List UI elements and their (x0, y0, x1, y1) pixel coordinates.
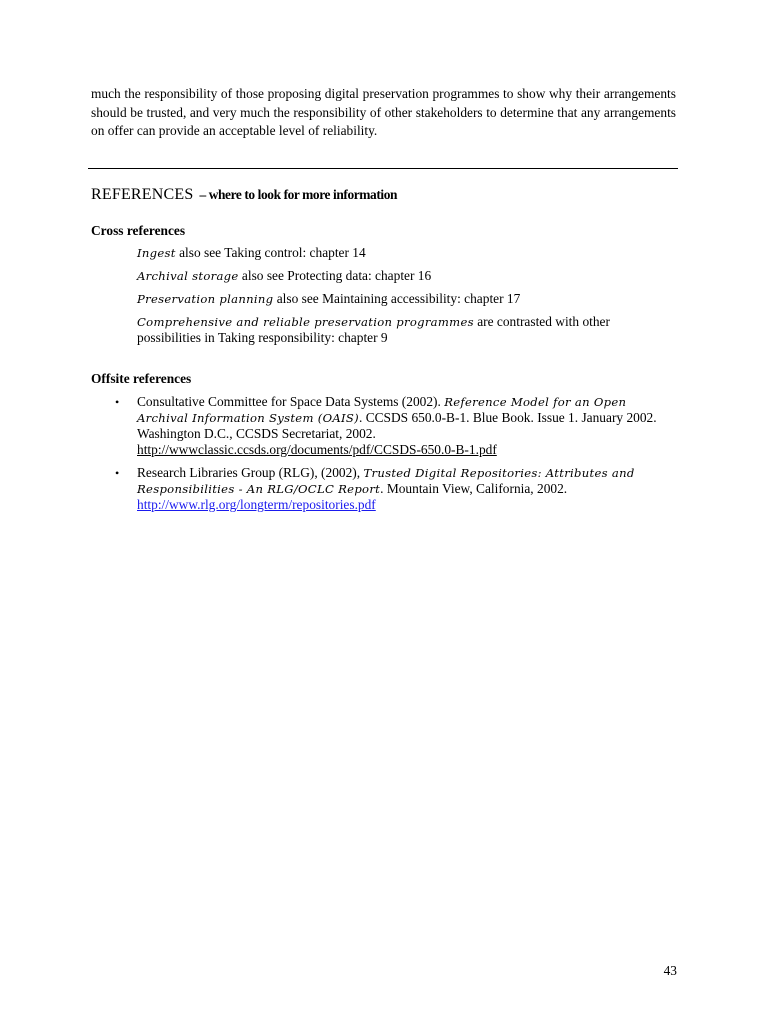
cross-reference-term: Archival storage (137, 269, 239, 283)
cross-reference-item (137, 268, 677, 284)
references-heading (91, 186, 681, 204)
reference-link[interactable]: http://www.rlg.org/longterm/repositories.pdf (137, 497, 376, 512)
reference-author: Research Libraries Group (RLG), (2002), (137, 465, 364, 480)
cross-reference-text: also see Maintaining accessibility: chapter 17 (273, 291, 521, 306)
intro-paragraph: much the responsibility of those proposing digital preservation programmes to show why their arrangements should be trusted, and very much the responsibility of other stakeholders to determine that any arrangements on offer can provide an acceptable level of reliability. (91, 86, 676, 138)
cross-references-title: Cross references (91, 223, 186, 238)
reference-link[interactable]: http://wwwclassic.ccsds.org/documents/pdf/CCSDS-650.0-B-1.pdf (137, 442, 497, 457)
offsite-reference-item (115, 394, 675, 458)
cross-reference-text: are contrasted with other possibilities in Taking responsibility: chapter 9 (137, 314, 610, 345)
cross-reference-item (137, 291, 677, 307)
cross-reference-term: Comprehensive and reliable preservation programmes (137, 315, 474, 329)
bullet-icon: • (115, 466, 120, 480)
cross-reference-text: also see Taking control: chapter 14 (175, 245, 366, 260)
offsite-references-list (115, 394, 675, 520)
offsite-references-title: Offsite references (91, 371, 192, 386)
page-number: 43 (663, 963, 677, 978)
bullet-icon: • (115, 395, 120, 409)
cross-references-list (137, 245, 677, 353)
cross-reference-term: Ingest (137, 246, 176, 260)
reference-title: Reference Model for an Open Archival Information System (OAIS) (137, 395, 627, 425)
reference-title: Trusted Digital Repositories: Attributes and Responsibilities - An RLG/OCLC Report (137, 466, 635, 496)
reference-author: Consultative Committee for Space Data Systems (2002). (137, 394, 445, 409)
section-divider (88, 168, 678, 169)
reference-details: . Mountain View, California, 2002. (380, 481, 568, 496)
cross-reference-item (137, 314, 677, 346)
offsite-reference-item (115, 465, 675, 513)
cross-reference-item (137, 245, 677, 261)
references-subtitle: – where to look for more information (199, 187, 398, 202)
cross-reference-text: also see Protecting data: chapter 16 (238, 268, 432, 283)
cross-reference-term: Preservation planning (137, 292, 274, 306)
references-title: REFERENCES (91, 186, 194, 203)
reference-details: . CCSDS 650.0-B-1. Blue Book. Issue 1. January 2002. Washington D.C., CCSDS Secretariat, 2002. (137, 410, 657, 441)
